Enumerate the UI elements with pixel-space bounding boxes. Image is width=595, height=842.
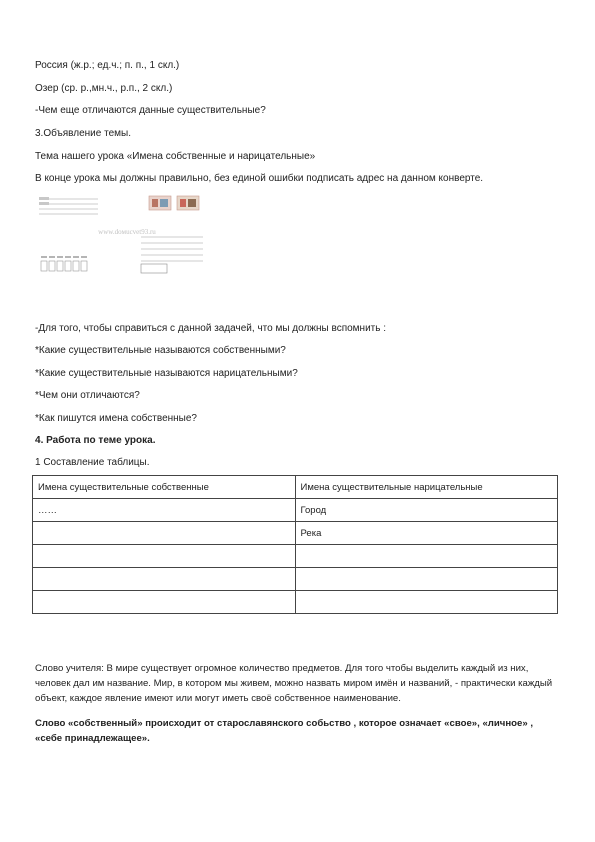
table-row [33,499,558,522]
watermark-text: www.doмucvet93.ru [98,228,156,236]
question-proper-nouns: *Какие существительные называются собственными? [35,345,286,356]
paragraph-ozer: Озер (ср. р.,мн.ч., р.п., 2 скл.) [35,83,173,94]
envelope-image [35,193,219,277]
table-cell: Река [295,522,558,545]
table-cell [295,591,558,614]
nouns-table [32,475,558,614]
section-4-heading [35,434,155,447]
subsection-table-heading: 1 Составление таблицы. [35,457,150,468]
paragraph-topic-announcement: 3.Объявление темы. [35,128,131,139]
table-header-proper: Имена существительные собственные [33,476,296,499]
question-difference: *Чем они отличаются? [35,390,140,401]
paragraph-russia: Россия (ж.р.; ед.ч.; п. п., 1 скл.) [35,60,180,71]
table-row [33,591,558,614]
table-row [33,568,558,591]
section-4-title: . Работа по теме урока. [40,435,156,446]
teacher-word-paragraph: Слово учителя: В мире существует огромное количество предметов. Для того чтобы выделить каждый из них, человек дал им название. Мир, в котором мы живем, можно назвать миром имён и названий, - практически каждый объект, каждое явление имеют или могут иметь своё собственное наименование. [35,663,553,704]
table-cell [33,545,296,568]
table-header-row [33,476,558,499]
paragraph-remember-intro: -Для того, чтобы справиться с данной задачей, что мы должны вспомнить : [35,323,386,334]
section-4-number: 4 [35,435,41,446]
paragraph-lesson-topic: Тема нашего урока «Имена собственные и нарицательные» [35,151,316,162]
table-row [33,545,558,568]
table-cell: …… [33,499,296,522]
paragraph-lesson-goal: В конце урока мы должны правильно, без единой ошибки подписать адрес на данном конверте. [35,173,484,184]
table-cell [33,568,296,591]
table-cell [295,568,558,591]
table-cell [295,545,558,568]
table-cell [33,591,296,614]
question-common-nouns: *Какие существительные называются нарицательными? [35,368,298,379]
table-header-common: Имена существительные нарицательные [295,476,558,499]
paragraph-question-differences: -Чем еще отличаются данные существительные? [35,105,266,116]
question-how-written: *Как пишутся имена собственные? [35,413,197,424]
etymology-note: Слово «собственный» происходит от старославянского собьство , которое означает «свое», «личное» , «себе принадлежащее». [35,718,534,744]
table-row [33,522,558,545]
table-cell: Город [295,499,558,522]
table-cell [33,522,296,545]
